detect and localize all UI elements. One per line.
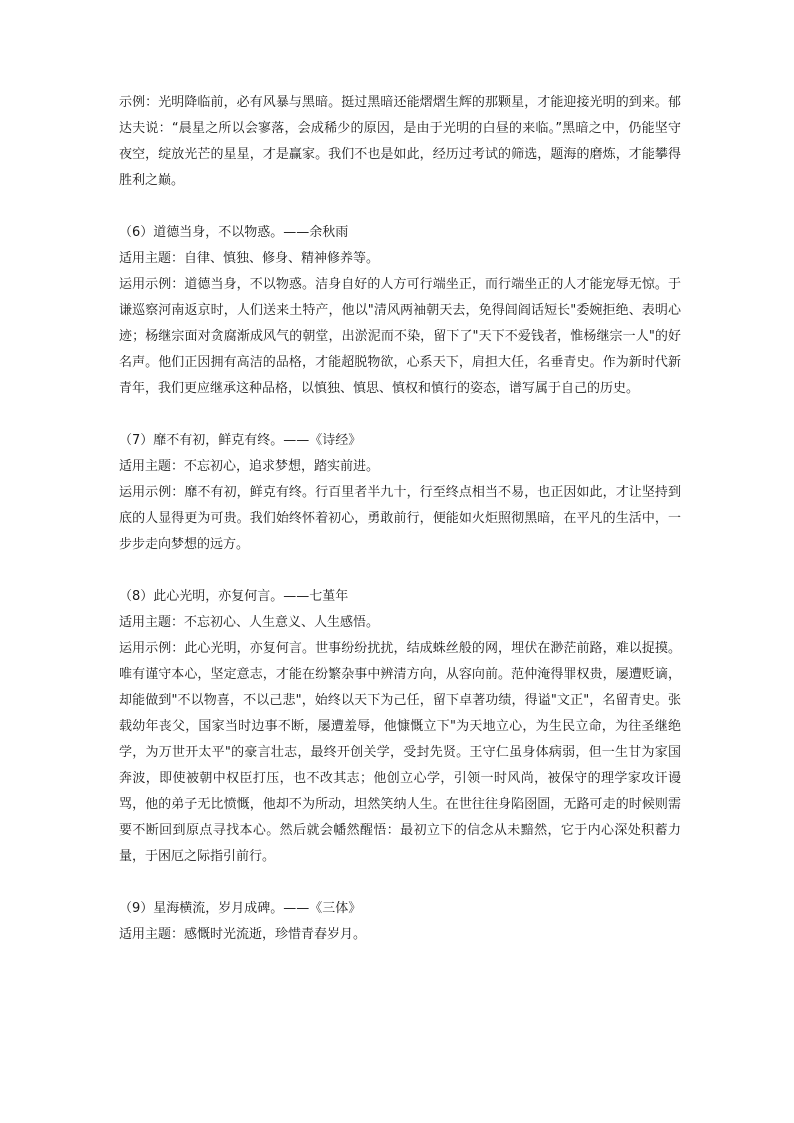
section-gap: [119, 194, 681, 220]
example-paragraph: 运用示例：道德当身，不以物惑。洁身自好的人方可行端坐正，而行端坐正的人才能宠辱无惊。于谦巡察河南返京时，人们送来土特产，他以"清风两袖朝天去，免得闾阎话短长"委婉拒绝、表明心迹；杨继宗面对贪腐渐成风气的朝堂，出淤泥而不染，留下了"天下不爱钱者，惟杨继宗一人"的好名声。他们正因拥有高洁的品格，才能超脱物欲，心系天下，肩担大任，名垂青史。作为新时代新青年，我们更应继承这种品格，以慎独、慎思、慎权和慎行的姿态，谱写属于自己的历史。: [119, 277, 681, 396]
theme-line: 适用主题：感慨时光流逝，珍惜青春岁月。: [119, 927, 367, 942]
example-paragraph: 运用示例：靡不有初，鲜克有终。行百里者半九十，行至终点相当不易，也正因如此，才让坚持到底的人显得更为可贵。我们始终怀着初心，勇敢前行，便能如火炬照彻黑暗，在平凡的生活中，一步步走向梦想的远方。: [119, 485, 681, 552]
quote-heading: （6）道德当身，不以物惑。——余秋雨: [119, 225, 349, 240]
theme-line: 适用主题：不忘初心，追求梦想，踏实前进。: [119, 459, 380, 474]
quote-heading: （8）此心光明，亦复何言。——七堇年: [119, 589, 349, 604]
document-page: [119, 90, 681, 948]
section-gap: [119, 402, 681, 428]
quote-heading: （7）靡不有初，鲜克有终。——《诗经》: [119, 433, 362, 448]
theme-line: 适用主题：不忘初心、人生意义、人生感悟。: [119, 615, 380, 630]
theme-line: 适用主题：自律、慎独、修身、精神修养等。: [119, 251, 380, 266]
section-gap: [119, 558, 681, 584]
quote-heading: （9）星海横流，岁月成碑。——《三体》: [119, 901, 362, 916]
example-paragraph: 示例：光明降临前，必有风暴与黑暗。挺过黑暗还能熠熠生辉的那颗星，才能迎接光明的到来。郁达夫说：“晨星之所以会寥落，会成稀少的原因，是由于光明的白昼的来临。”黑暗之中，仍能坚守夜空，绽放光芒的星星，才是赢家。我们不也是如此，经历过考试的筛选，题海的磨炼，才能攀得胜利之巅。: [119, 95, 681, 188]
example-paragraph: 运用示例：此心光明，亦复何言。世事纷纷扰扰，结成蛛丝般的网，埋伏在渺茫前路，难以捉摸。唯有谨守本心，坚定意志，才能在纷繁杂事中辨清方向，从容向前。范仲淹得罪权贵，屡遭贬谪，却能做到"不以物喜，不以己悲"，始终以天下为己任，留下卓著功绩，得谥"文正"，名留青史。张载幼年丧父，国家当时边事不断，屡遭羞辱，他慷慨立下"为天地立心，为生民立命，为往圣继绝学，为万世开太平"的豪言壮志，最终开创关学，受封先贤。王守仁虽身体病弱，但一生甘为家国奔波，即使被朝中权臣打压，也不改其志；他创立心学，引领一时风尚，被保守的理学家攻讦谩骂，他的弟子无比愤慨，他却不为所动，坦然笑纳人生。在世往往身陷囹圄，无路可走的时候则需要不断回到原点寻找本心。然后就会幡然醒悟：最初立下的信念从未黯然，它于内心深处积蓄力量，于困厄之际指引前行。: [119, 641, 681, 864]
section-gap: [119, 870, 681, 896]
